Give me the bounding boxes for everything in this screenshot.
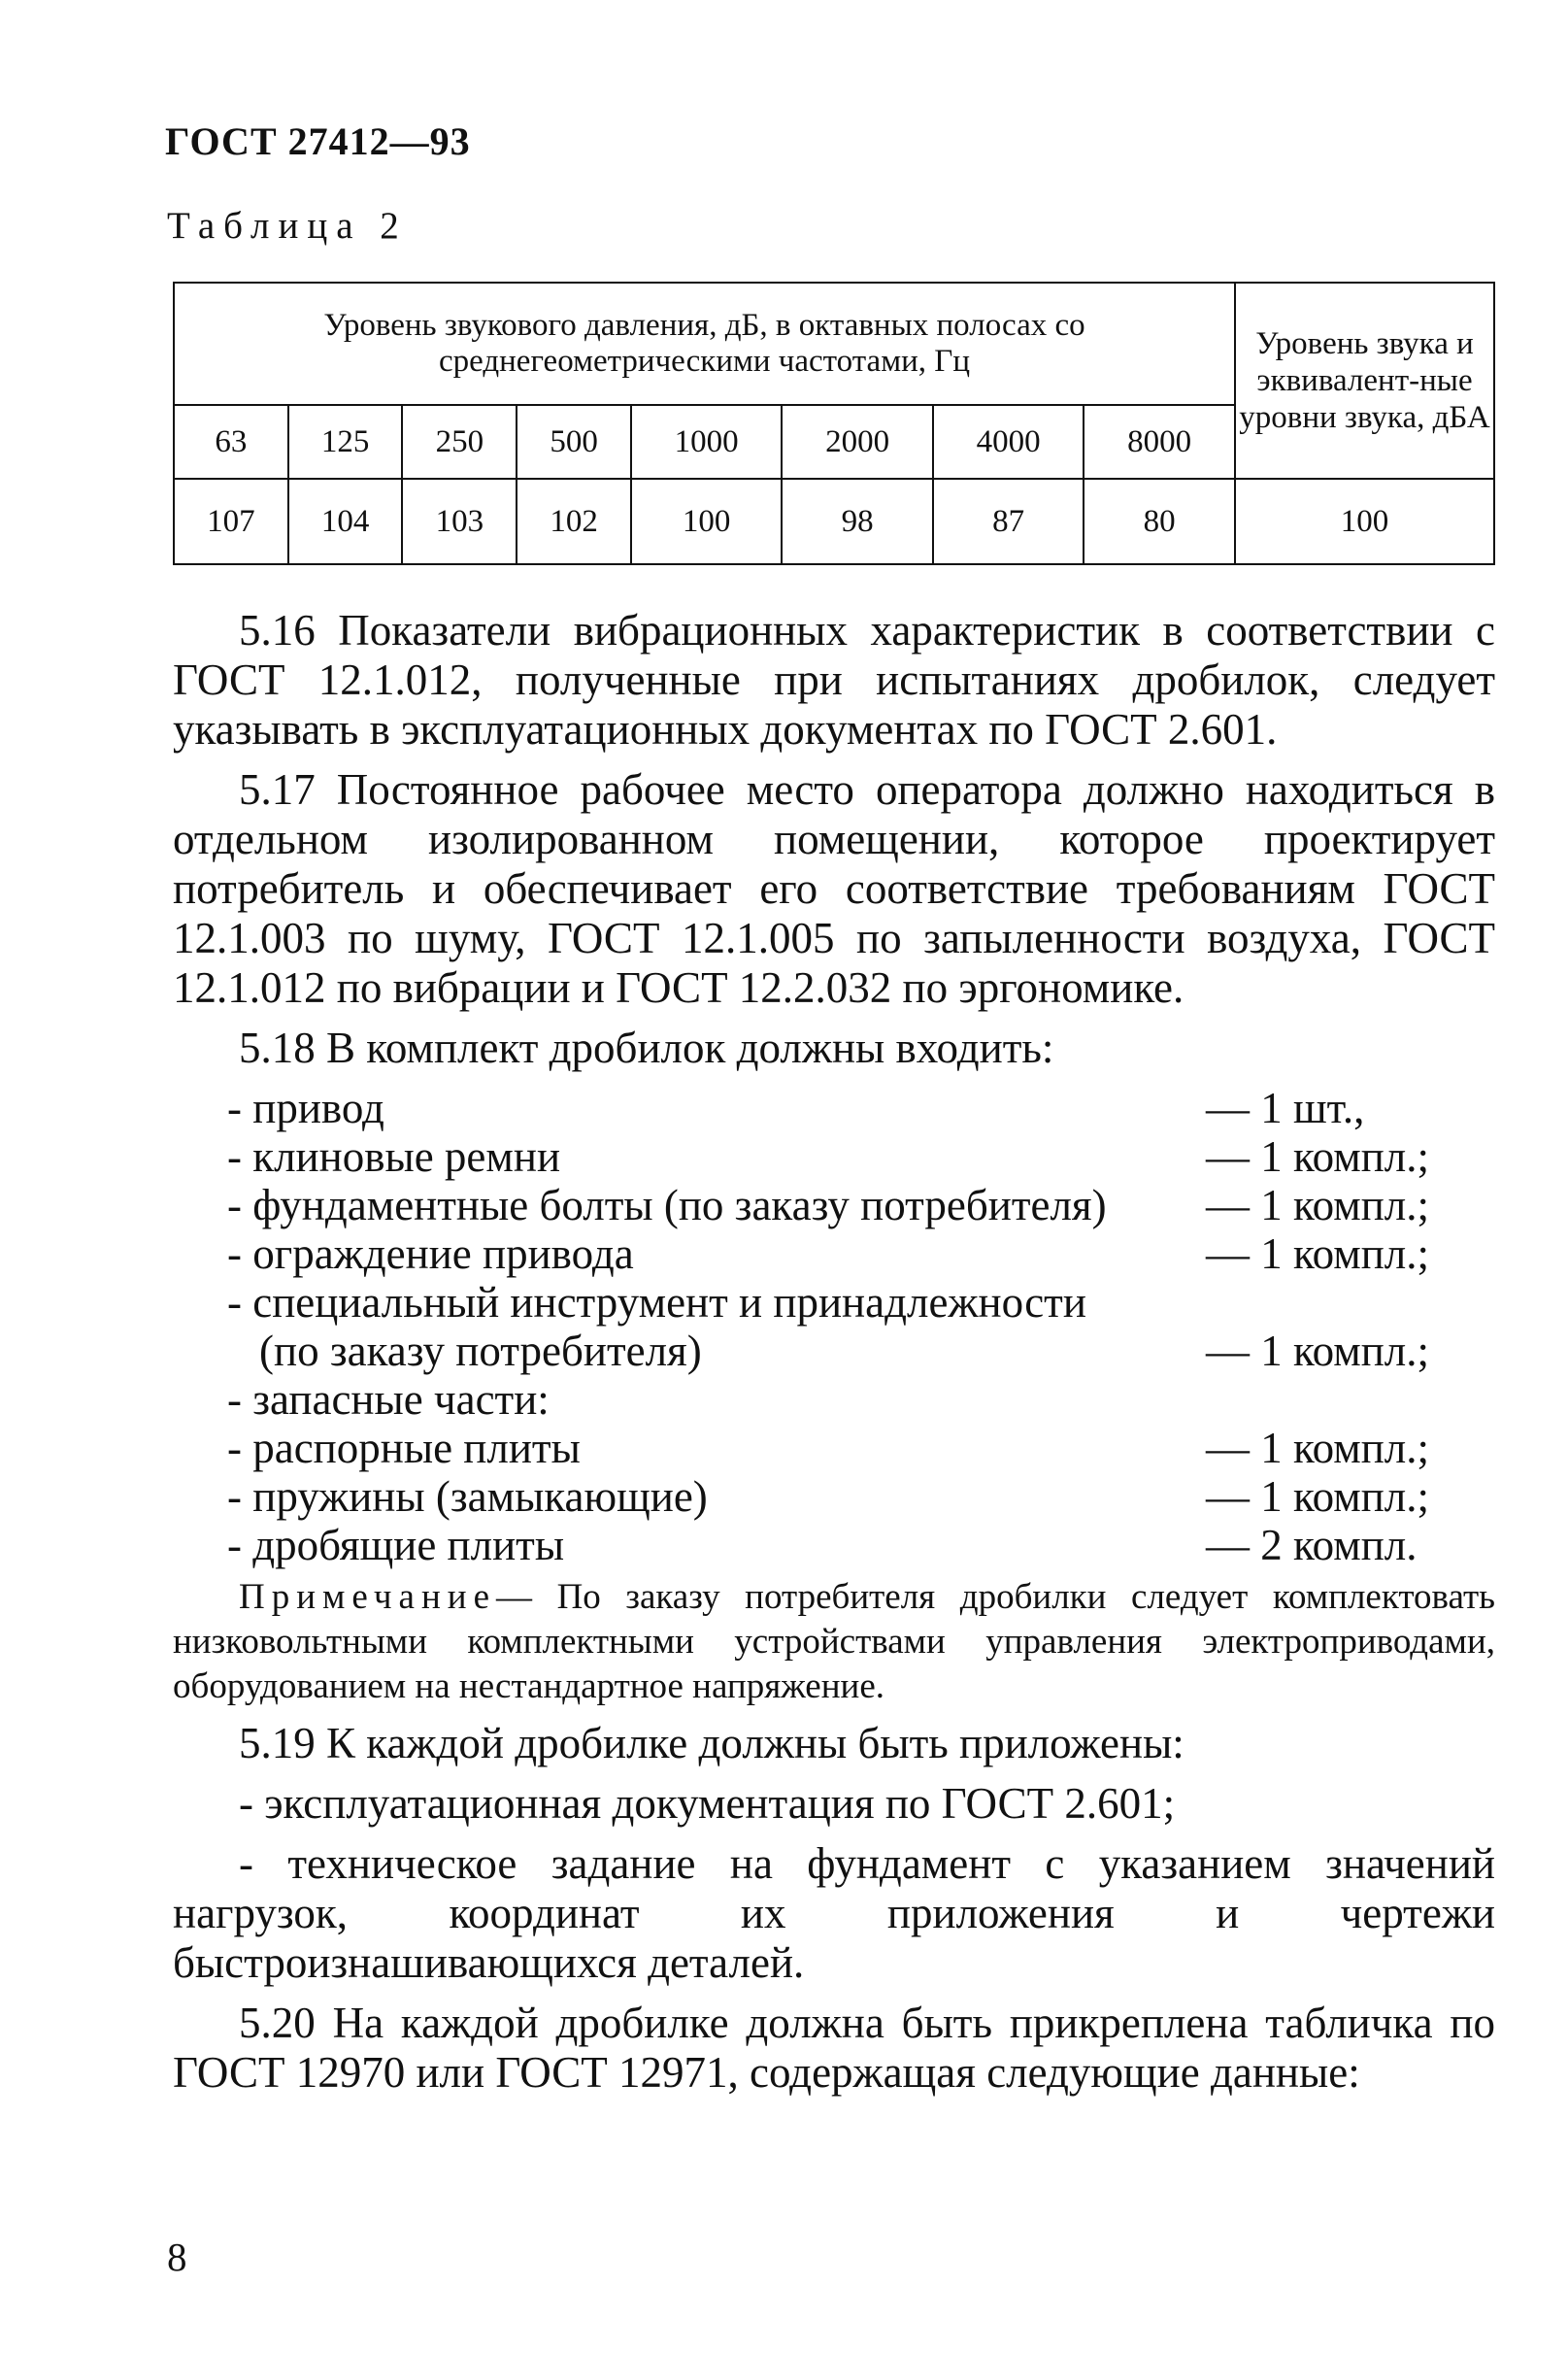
list-item bbox=[227, 1084, 1495, 1132]
list-item-name: - запасные части: bbox=[227, 1375, 550, 1424]
list-item bbox=[227, 1424, 1495, 1472]
paragraph-5-19-item-2: - техническое задание на фундамент с указанием значений нагрузок, координат их приложения и чертежи быстроизнашивающихся деталей. bbox=[173, 1839, 1495, 1987]
document-body bbox=[173, 606, 1495, 2108]
list-item bbox=[227, 1229, 1495, 1278]
table-value-cell: 87 bbox=[933, 479, 1084, 564]
table-value-cell: 98 bbox=[782, 479, 932, 564]
list-item-name: - клиновые ремни bbox=[227, 1132, 561, 1181]
note bbox=[173, 1575, 1495, 1709]
table-frequency-cell: 63 bbox=[174, 405, 288, 479]
list-item-name: - пружины (замыкающие) bbox=[227, 1472, 708, 1521]
list-item-quantity: — 1 компл.; bbox=[1206, 1472, 1429, 1521]
table-header-row bbox=[174, 283, 1494, 405]
table-frequency-cell: 125 bbox=[288, 405, 403, 479]
list-item-quantity: — 1 компл.; bbox=[1206, 1229, 1429, 1278]
list-item bbox=[227, 1278, 1495, 1327]
table-values-row bbox=[174, 479, 1494, 564]
paragraph-5-19-item-1: - эксплуатационная документация по ГОСТ 2.601; bbox=[239, 1779, 1176, 1828]
table-frequency-cell: 500 bbox=[517, 405, 631, 479]
sound-level-table bbox=[173, 282, 1495, 565]
table-frequency-cell: 2000 bbox=[782, 405, 932, 479]
list-item-name: - фундаментные болты (по заказу потребителя) bbox=[227, 1181, 1107, 1229]
list-item bbox=[227, 1132, 1495, 1181]
table-caption: Таблица 2 bbox=[167, 205, 408, 247]
table-header-sound-level: Уровень звука и эквивалент-ные уровни звука, дБА bbox=[1235, 283, 1494, 479]
list-item-name: - распорные плиты bbox=[227, 1424, 581, 1472]
note-label: Примечание bbox=[239, 1577, 496, 1617]
table-value-cell: 80 bbox=[1084, 479, 1235, 564]
paragraph-5-20: 5.20 На каждой дробилке должна быть прикреплена табличка по ГОСТ 12970 или ГОСТ 12971, содержащая следующие данные: bbox=[173, 1999, 1495, 2097]
list-item-quantity: — 1 компл.; bbox=[1206, 1327, 1429, 1375]
table-frequency-cell: 4000 bbox=[933, 405, 1084, 479]
table-total-level-cell: 100 bbox=[1235, 479, 1494, 564]
list-item-quantity: — 1 шт., bbox=[1206, 1084, 1365, 1132]
document-code: ГОСТ 27412—93 bbox=[165, 119, 471, 163]
list-item bbox=[227, 1327, 1495, 1375]
list-item-name: - дробящие плиты bbox=[227, 1521, 565, 1569]
table-value-cell: 104 bbox=[288, 479, 403, 564]
table-frequency-cell: 1000 bbox=[631, 405, 782, 479]
list-item bbox=[227, 1472, 1495, 1521]
list-item-quantity: — 2 компл. bbox=[1206, 1521, 1418, 1569]
table-header-sound-pressure: Уровень звукового давления, дБ, в октавных полосах со среднегеометрическими частотами, Гц bbox=[174, 283, 1235, 405]
list-item-quantity: — 1 компл.; bbox=[1206, 1424, 1429, 1472]
table-value-cell: 107 bbox=[174, 479, 288, 564]
kit-list bbox=[173, 1084, 1495, 1569]
paragraph-5-18: 5.18 В комплект дробилок должны входить: bbox=[239, 1024, 1054, 1072]
table-frequency-cell: 250 bbox=[402, 405, 517, 479]
list-item bbox=[227, 1521, 1495, 1569]
list-item-quantity: — 1 компл.; bbox=[1206, 1181, 1429, 1229]
table-value-cell: 102 bbox=[517, 479, 631, 564]
paragraph-5-16: 5.16 Показатели вибрационных характеристик в соответствии с ГОСТ 12.1.012, полученные при испытаниях дробилок, следует указывать в эксплуатационных документах по ГОСТ 2.601. bbox=[173, 606, 1495, 754]
page-number: 8 bbox=[167, 2235, 187, 2279]
paragraph-5-19: 5.19 К каждой дробилке должны быть приложены: bbox=[239, 1719, 1184, 1767]
table-value-cell: 100 bbox=[631, 479, 782, 564]
list-item-name: - ограждение привода bbox=[227, 1229, 634, 1278]
list-item-name: - специальный инструмент и принадлежности bbox=[227, 1278, 1086, 1327]
table-frequency-cell: 8000 bbox=[1084, 405, 1235, 479]
table-value-cell: 103 bbox=[402, 479, 517, 564]
note-text: — По заказу потребителя дробилки следует комплектовать низковольтными комплектными устройствами управления электроприводами, оборудованием на нестандартное напряжение. bbox=[173, 1577, 1495, 1706]
list-item-name: (по заказу потребителя) bbox=[259, 1327, 702, 1375]
list-item bbox=[227, 1181, 1495, 1229]
list-item bbox=[227, 1375, 1495, 1424]
paragraph-5-17: 5.17 Постоянное рабочее место оператора должно находиться в отдельном изолированном помещении, которое проектирует потребитель и обеспечивает его соответствие требованиям ГОСТ 12.1.003 по шуму, ГОСТ 12.1.005 по запыленности воздуха, ГОСТ 12.1.012 по вибрации и ГОСТ 12.2.032 по эргономике. bbox=[173, 765, 1495, 1012]
list-item-name: - привод bbox=[227, 1084, 384, 1132]
list-item-quantity: — 1 компл.; bbox=[1206, 1132, 1429, 1181]
